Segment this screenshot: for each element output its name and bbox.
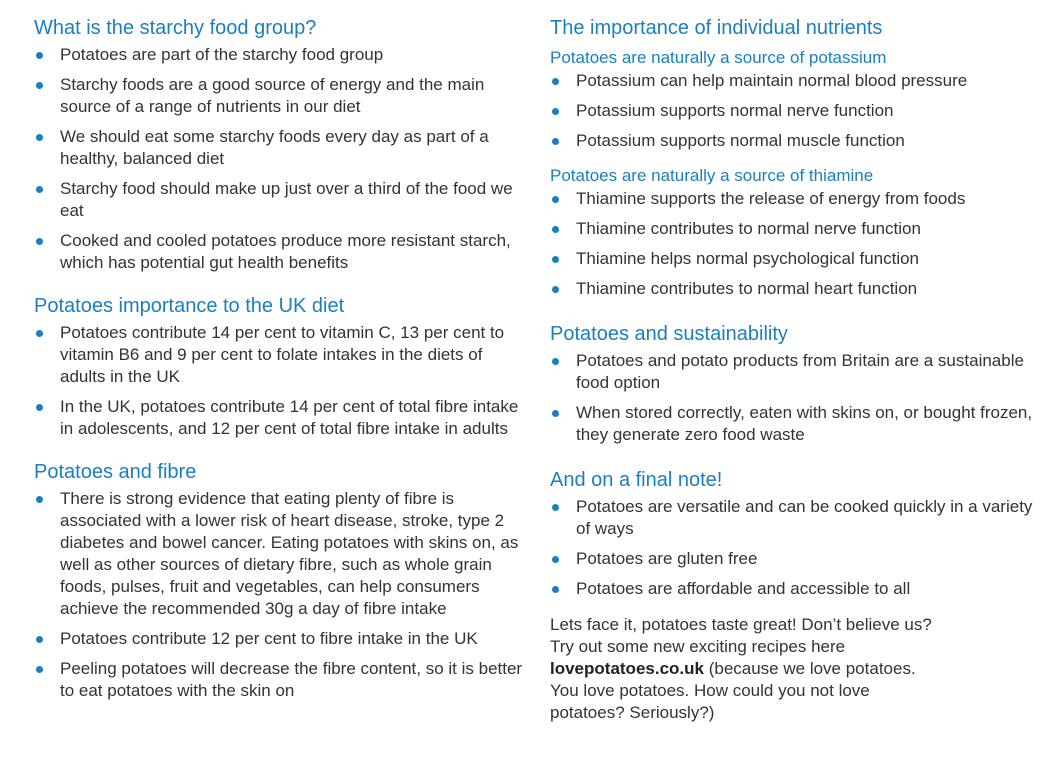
left-column: [34, 16, 524, 702]
bullet-icon: [552, 108, 559, 115]
list-item: Cooked and cooled potatoes produce more resistant starch, which has potential gut health benefits: [34, 230, 524, 274]
right-column: [550, 16, 1040, 724]
list-item: Potatoes and potato products from Britain are a sustainable food option: [550, 350, 1040, 394]
list-item: There is strong evidence that eating plenty of fibre is associated with a lower risk of heart disease, stroke, type 2 diabetes and bowel cancer. Eating potatoes with skins on, as well as other sources of dietary fibre, such as whole grain foods, pulses, fruit and vegetables, can help consumers achieve the recommended 30g a day of fibre intake: [34, 488, 524, 620]
website-link[interactable]: lovepotatoes.co.uk: [550, 659, 704, 678]
bullet-icon: [552, 504, 559, 511]
list-item: Thiamine contributes to normal nerve function: [550, 218, 1040, 240]
bullet-icon: [552, 556, 559, 563]
list-sustainability: [550, 350, 1040, 446]
section-title-uk-diet: Potatoes importance to the UK diet: [34, 295, 345, 317]
list-item: Potatoes are gluten free: [550, 548, 1040, 570]
bullet-icon: [552, 286, 559, 293]
bullet-icon: [36, 666, 43, 673]
list-item: Potatoes are versatile and can be cooked quickly in a variety of ways: [550, 496, 1040, 540]
bullet-icon: [552, 226, 559, 233]
list-item: Potatoes contribute 12 per cent to fibre intake in the UK: [34, 628, 524, 650]
bullet-icon: [552, 586, 559, 593]
subtitle-potassium: Potatoes are naturally a source of potassium: [550, 48, 887, 67]
list-item: Thiamine helps normal psychological function: [550, 248, 1040, 270]
section-title-starchy: What is the starchy food group?: [34, 17, 317, 39]
list-item: In the UK, potatoes contribute 14 per cent of total fibre intake in adolescents, and 12 per cent of total fibre intake in adults: [34, 396, 524, 440]
list-item: Starchy food should make up just over a third of the food we eat: [34, 178, 524, 222]
bullet-icon: [552, 358, 559, 365]
list-item: When stored correctly, eaten with skins on, or bought frozen, they generate zero food waste: [550, 402, 1040, 446]
bullet-icon: [36, 330, 43, 337]
bullet-icon: [552, 410, 559, 417]
bullet-icon: [36, 134, 43, 141]
section-title-final-note: And on a final note!: [550, 469, 723, 491]
list-item: Potatoes are part of the starchy food group: [34, 44, 524, 66]
bullet-icon: [552, 256, 559, 263]
list-item: Potassium can help maintain normal blood pressure: [550, 70, 1040, 92]
bullet-icon: [36, 52, 43, 59]
list-item: Potassium supports normal muscle function: [550, 130, 1040, 152]
list-item: Potatoes contribute 14 per cent to vitamin C, 13 per cent to vitamin B6 and 9 per cent to folate intakes in the diets of adults in the UK: [34, 322, 524, 388]
list-item: Starchy foods are a good source of energy and the main source of a range of nutrients in our diet: [34, 74, 524, 118]
bullet-icon: [36, 82, 43, 89]
list-item: Potatoes are affordable and accessible to all: [550, 578, 1040, 600]
bullet-icon: [36, 238, 43, 245]
bullet-icon: [552, 196, 559, 203]
list-potassium: [550, 70, 1040, 152]
list-starchy: [34, 44, 524, 274]
list-item: We should eat some starchy foods every day as part of a healthy, balanced diet: [34, 126, 524, 170]
closing-paragraph: Lets face it, potatoes taste great! Don’t believe us? Try out some new exciting recipes here lovepotatoes.co.uk (because we love potatoes. You love potatoes. How could you not love potatoes? Seriously?): [550, 615, 932, 722]
list-item: Peeling potatoes will decrease the fibre content, so it is better to eat potatoes with the skin on: [34, 658, 524, 702]
list-final-note: [550, 496, 1040, 600]
bullet-icon: [36, 636, 43, 643]
section-title-fibre: Potatoes and fibre: [34, 461, 197, 483]
section-title-nutrients: The importance of individual nutrients: [550, 17, 883, 39]
list-fibre: [34, 488, 524, 702]
list-item: Potassium supports normal nerve function: [550, 100, 1040, 122]
bullet-icon: [36, 186, 43, 193]
bullet-icon: [552, 78, 559, 85]
bullet-icon: [552, 138, 559, 145]
bullet-icon: [36, 496, 43, 503]
section-title-sustainability: Potatoes and sustainability: [550, 323, 788, 345]
list-thiamine: [550, 188, 1040, 300]
subtitle-thiamine: Potatoes are naturally a source of thiamine: [550, 166, 874, 185]
bullet-icon: [36, 404, 43, 411]
list-item: Thiamine supports the release of energy from foods: [550, 188, 1040, 210]
list-item: Thiamine contributes to normal heart function: [550, 278, 1040, 300]
list-uk-diet: [34, 322, 524, 440]
